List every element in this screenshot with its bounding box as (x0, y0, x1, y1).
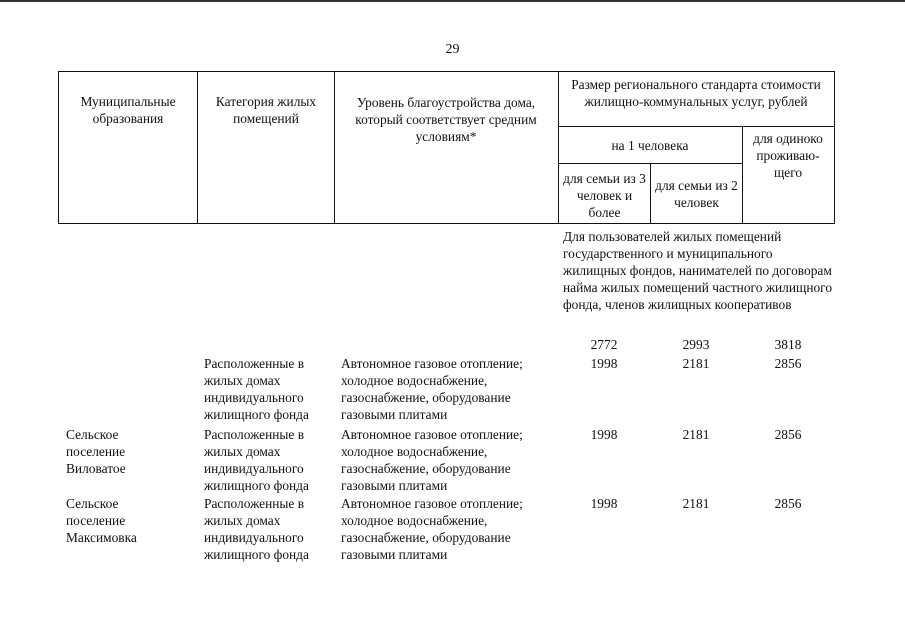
table-line-4 (650, 163, 651, 224)
summary-family2: 2993 (682, 337, 710, 352)
table-border-right (834, 71, 835, 224)
row-1-level: Автономное газовое отопление; холодное водоснабжение, газоснабжение, оборудование газовыми плитами (341, 356, 523, 422)
table-line-5 (742, 126, 743, 224)
row-3-single: 2856 (774, 496, 802, 511)
header-size: Размер регионального стандарта стоимости жилищно-коммунальных услуг, рублей (571, 77, 821, 109)
row-2-municipality: Сельское поселение Виловатое (66, 427, 126, 476)
row-3-level: Автономное газовое отопление; холодное водоснабжение, газоснабжение, оборудование газовыми плитами (341, 496, 523, 562)
scan-edge (0, 0, 905, 2)
table-line-1 (197, 71, 198, 224)
summary-family3: 2772 (590, 337, 618, 352)
header-family2: для семьи из 2 человек (655, 178, 738, 210)
row-3-family2: 2181 (682, 496, 710, 511)
table-line-3 (558, 71, 559, 224)
header-municipality: Муниципальные образования (80, 94, 176, 126)
header-level: Уровень благоустройства дома, который соответствует средним условиям* (355, 95, 537, 144)
row-3-family3: 1998 (590, 496, 618, 511)
row-3-municipality: Сельское поселение Максимовка (66, 496, 137, 545)
row-2-family2: 2181 (682, 427, 710, 442)
row-2-level: Автономное газовое отопление; холодное водоснабжение, газоснабжение, оборудование газовыми плитами (341, 427, 523, 493)
row-1-family3: 1998 (590, 356, 618, 371)
page-number: 29 (445, 42, 460, 57)
header-per-person: на 1 человека (611, 138, 689, 153)
table-border-left (58, 71, 59, 224)
table-border-bottom (58, 223, 834, 224)
row-2-single: 2856 (774, 427, 802, 442)
header-single: для одиноко проживаю-щего (753, 131, 823, 180)
row-2-family3: 1998 (590, 427, 618, 442)
table-line-size (558, 126, 834, 127)
table-line-2 (334, 71, 335, 224)
row-2-category: Расположенные в жилых домах индивидуального жилищного фонда (204, 427, 309, 493)
row-1-family2: 2181 (682, 356, 710, 371)
row-3-category: Расположенные в жилых домах индивидуального жилищного фонда (204, 496, 309, 562)
row-1-category: Расположенные в жилых домах индивидуального жилищного фонда (204, 356, 309, 422)
header-family3: для семьи из 3 человек и более (563, 171, 646, 220)
summary-single: 3818 (774, 337, 802, 352)
table-border-top (58, 71, 834, 72)
users-note: Для пользователей жилых помещений государственного и муниципального жилищных фондов, нанимателей по договорам найма жилых помещений частного жилищного фонда, членов жилищных кооперативов (563, 229, 833, 312)
row-1-single: 2856 (774, 356, 802, 371)
header-category: Категория жилых помещений (215, 94, 317, 126)
